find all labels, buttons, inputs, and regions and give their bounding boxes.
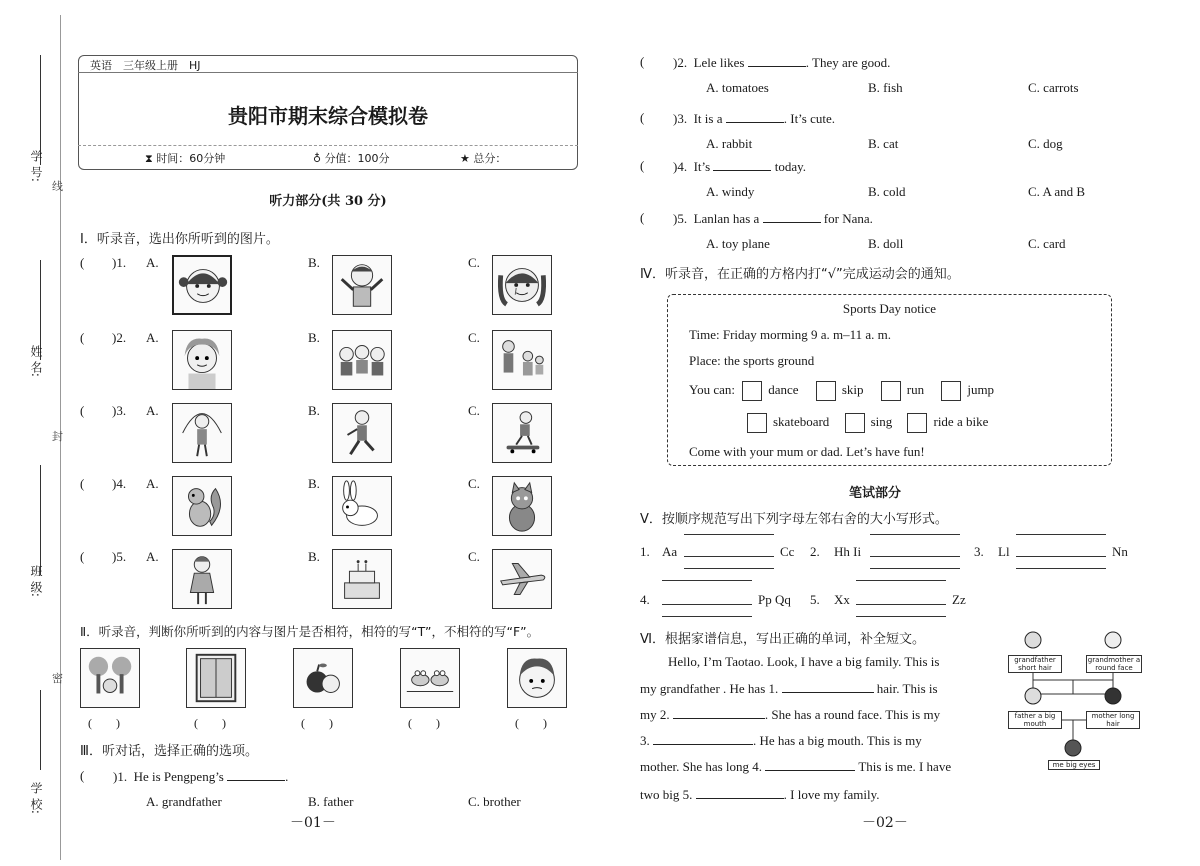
option-letter: C.: [468, 330, 480, 345]
letter-pair: Pp Qq: [758, 592, 791, 607]
children-group-icon[interactable]: [332, 330, 392, 390]
medal-icon: ♁: [313, 152, 322, 165]
question-number: )1.: [112, 255, 127, 270]
name-label: 姓 名:: [29, 345, 43, 377]
choice-option[interactable]: A. toy plane: [706, 236, 770, 251]
writing-line[interactable]: [662, 616, 752, 617]
choice-option[interactable]: A. grandfather: [146, 794, 222, 809]
letter-pair: Nn: [1112, 544, 1128, 559]
answer-paren[interactable]: (: [640, 54, 645, 69]
answer-paren[interactable]: (: [80, 768, 85, 783]
option-jump: jump: [967, 381, 995, 397]
writing-line[interactable]: [662, 580, 752, 581]
choice-option[interactable]: C. card: [1028, 236, 1066, 251]
exam-title: 贵阳市期末综合模拟卷: [228, 104, 428, 128]
choice-option[interactable]: B. father: [308, 794, 354, 809]
option-letter: A.: [146, 330, 159, 345]
answer-paren[interactable]: (: [80, 330, 85, 345]
writing-line[interactable]: [870, 568, 960, 569]
item-number: 1.: [640, 544, 650, 559]
listening-heading: 听力部分(共 30 分): [269, 194, 387, 209]
cat-icon[interactable]: [492, 476, 552, 536]
school-line: [40, 690, 41, 770]
seal-char-line: 线: [52, 180, 63, 193]
notice-box: [667, 294, 1112, 466]
score-info: ♁ 分值：100分: [313, 152, 390, 165]
answer-paren[interactable]: ( ): [408, 716, 440, 730]
item-number: 4.: [640, 592, 650, 607]
choice-option[interactable]: A. windy: [706, 184, 755, 199]
answer-blank[interactable]: [748, 54, 806, 67]
answer-blank[interactable]: [227, 768, 285, 781]
student-id-label: 学 号:: [29, 150, 43, 182]
writing-line[interactable]: [662, 604, 752, 605]
plane-icon[interactable]: [492, 549, 552, 609]
option-letter: B.: [308, 476, 320, 491]
option-skip: skip: [841, 381, 864, 397]
letter-pair: Xx: [834, 592, 850, 607]
tree-scene-icon: [80, 648, 140, 708]
letter-pair: Ll: [998, 544, 1010, 559]
rope-skipping-icon[interactable]: [172, 403, 232, 463]
checkbox-sing[interactable]: [845, 413, 865, 433]
notice-row1: [689, 381, 994, 401]
tree-mother: mother long hair: [1086, 711, 1140, 729]
seal-char-secret: 密: [52, 672, 63, 685]
answer-paren[interactable]: (: [80, 549, 85, 564]
header-tag: 英语 三年级上册 HJ: [90, 59, 201, 72]
choice-option[interactable]: A. rabbit: [706, 136, 753, 151]
writing-line[interactable]: [870, 556, 960, 557]
running-boy-icon[interactable]: [332, 403, 392, 463]
id-line: [40, 55, 41, 165]
notice-time: Time: Friday morming 9 a. m–11 a. m.: [689, 327, 891, 342]
sec1-title: Ⅰ．听录音，选出你所听到的图片。: [80, 232, 279, 247]
option-letter: C.: [468, 403, 480, 418]
passage-line: 3. . He has a big mouth. This is my: [640, 733, 922, 748]
class-label: 班 级:: [29, 565, 43, 597]
page-number-left: －01－: [290, 815, 336, 831]
star-icon: ★: [460, 152, 470, 165]
writing-line[interactable]: [870, 534, 960, 535]
class-line: [40, 465, 41, 575]
writing-line[interactable]: [684, 556, 774, 557]
tree-father: father a big mouth: [1008, 711, 1062, 729]
you-can-label: You can:: [689, 381, 735, 397]
writing-line[interactable]: [856, 604, 946, 605]
writing-line[interactable]: [1016, 568, 1106, 569]
choice-option[interactable]: B. fish: [868, 80, 903, 95]
option-letter: B.: [308, 403, 320, 418]
checkbox-jump[interactable]: [941, 381, 961, 401]
answer-paren[interactable]: (: [80, 476, 85, 491]
answer-paren[interactable]: (: [640, 158, 645, 173]
sec3-question: )2. Lele likes . They are good.: [673, 55, 891, 70]
checkbox-run[interactable]: [881, 381, 901, 401]
tree-me: me big eyes: [1048, 760, 1100, 770]
option-sing: sing: [870, 413, 893, 429]
answer-blank[interactable]: [763, 210, 821, 223]
hourglass-icon: ⧗: [145, 152, 153, 165]
question-number: )2.: [112, 330, 127, 345]
answer-paren[interactable]: (: [80, 255, 85, 270]
answer-blank[interactable]: [653, 732, 753, 745]
writing-line[interactable]: [856, 580, 946, 581]
boy-face-icon: [507, 648, 567, 708]
answer-blank[interactable]: [696, 786, 784, 799]
sec6-title: Ⅵ．根据家谱信息，写出正确的单词，补全短文。: [640, 632, 925, 647]
written-heading: 笔试部分: [848, 486, 901, 501]
option-letter: C.: [468, 549, 480, 564]
option-letter: A.: [146, 476, 159, 491]
checkbox-skip[interactable]: [816, 381, 836, 401]
answer-paren[interactable]: (: [640, 110, 645, 125]
question-number: )3.: [112, 403, 127, 418]
sec4-title: Ⅳ．听录音，在正确的方格内打“√”完成运动会的通知。: [640, 267, 960, 282]
seal-char-seal: 封: [52, 430, 63, 443]
notice-place: Place: the sports ground: [689, 353, 815, 368]
tree-grandfather: grandfather short hair: [1008, 655, 1062, 673]
option-letter: B.: [308, 330, 320, 345]
crying-girl-icon[interactable]: [492, 255, 552, 315]
notice-row2: [747, 413, 988, 433]
item-number: 5.: [810, 592, 820, 607]
passage-line: two big 5. . I love my family.: [640, 787, 880, 802]
time-info: ⧗ 时间：60分钟: [145, 152, 226, 165]
school-label: 学 校:: [29, 782, 43, 814]
letter-pair: Hh Ii: [834, 544, 862, 559]
passage-line: my grandfather . He has 1. hair. This is: [640, 681, 938, 696]
answer-paren[interactable]: ( ): [194, 716, 226, 730]
option-letter: B.: [308, 549, 320, 564]
choice-option[interactable]: C. carrots: [1028, 80, 1079, 95]
letter-pair: Aa: [662, 544, 678, 559]
sec5-title: Ⅴ．按顺序规范写出下列字母左邻右舍的大小写形式。: [640, 512, 948, 527]
writing-line[interactable]: [1016, 556, 1106, 557]
sec3-question: )4. It’s today.: [673, 159, 807, 174]
choice-option[interactable]: B. doll: [868, 236, 904, 251]
notice-title: Sports Day notice: [842, 301, 937, 316]
choice-option[interactable]: C. dog: [1028, 136, 1063, 151]
total-info: ★ 总分：: [460, 152, 507, 165]
apple-icon: [293, 648, 353, 708]
writing-line[interactable]: [684, 568, 774, 569]
option-dance: dance: [768, 381, 799, 397]
option-run: run: [906, 381, 925, 397]
answer-paren[interactable]: ( ): [301, 716, 333, 730]
family-icon[interactable]: [492, 330, 552, 390]
answer-paren[interactable]: ( ): [515, 716, 547, 730]
sec3-question: )1. He is Pengpeng’s .: [113, 769, 289, 784]
option-letter: A.: [146, 549, 159, 564]
sec3-question: )5. Lanlan has a for Nana.: [673, 211, 873, 226]
choice-option[interactable]: A. tomatoes: [706, 80, 769, 95]
answer-blank[interactable]: [713, 158, 771, 171]
grandma-icon[interactable]: [172, 330, 232, 390]
option-letter: B.: [308, 255, 320, 270]
passage-line: Hello, I’m Taotao. Look, I have a big family. This is: [668, 654, 940, 669]
choice-option[interactable]: C. A and B: [1028, 184, 1086, 199]
squirrel-icon[interactable]: [172, 476, 232, 536]
question-number: )4.: [112, 476, 127, 491]
rabbit-icon[interactable]: [332, 476, 392, 536]
frogs-icon: [400, 648, 460, 708]
item-number: 3.: [974, 544, 984, 559]
sec3-question: )3. It is a . It’s cute.: [673, 111, 835, 126]
option-letter: C.: [468, 476, 480, 491]
writing-line[interactable]: [684, 534, 774, 535]
boy-waving-icon[interactable]: [332, 255, 392, 315]
cake-icon[interactable]: [332, 549, 392, 609]
doll-icon[interactable]: [172, 549, 232, 609]
answer-blank[interactable]: [726, 110, 784, 123]
answer-paren[interactable]: (: [80, 403, 85, 418]
header-rule: [78, 72, 578, 73]
checkbox-ride-bike[interactable]: [907, 413, 927, 433]
writing-line[interactable]: [856, 616, 946, 617]
checkbox-skateboard[interactable]: [747, 413, 767, 433]
writing-line[interactable]: [1016, 534, 1106, 535]
answer-paren[interactable]: (: [640, 210, 645, 225]
skateboarding-icon[interactable]: [492, 403, 552, 463]
notice-closing: Come with your mum or dad. Let’s have fun!: [689, 444, 925, 459]
choice-option[interactable]: C. brother: [468, 794, 521, 809]
header-divider: [78, 145, 578, 146]
girl-face-icon[interactable]: [172, 255, 232, 315]
option-skateboard: skateboard: [773, 413, 830, 429]
letter-pair: Cc: [780, 544, 795, 559]
letter-pair: Zz: [952, 592, 966, 607]
answer-blank[interactable]: [673, 706, 765, 719]
passage-line: my 2. . She has a round face. This is my: [640, 707, 941, 722]
choice-option[interactable]: B. cold: [868, 184, 906, 199]
window-icon: [186, 648, 246, 708]
option-ride-bike: ride a bike: [933, 413, 989, 429]
answer-blank[interactable]: [782, 680, 874, 693]
choice-option[interactable]: B. cat: [868, 136, 899, 151]
question-number: )5.: [112, 549, 127, 564]
passage-line: mother. She has long 4. This is me. I have: [640, 759, 952, 774]
option-letter: A.: [146, 255, 159, 270]
checkbox-dance[interactable]: [742, 381, 762, 401]
sec2-title: Ⅱ．听录音，判断你所听到的内容与图片是否相符，相符的写“T”，不相符的写“F”。: [80, 624, 540, 639]
page-number-right: －02－: [862, 815, 908, 831]
answer-blank[interactable]: [765, 758, 855, 771]
option-letter: A.: [146, 403, 159, 418]
answer-paren[interactable]: ( ): [88, 716, 120, 730]
option-letter: C.: [468, 255, 480, 270]
tree-grandmother: grandmother a round face: [1087, 656, 1141, 672]
item-number: 2.: [810, 544, 820, 559]
sec3-title: Ⅲ．听对话，选择正确的选项。: [80, 744, 258, 759]
